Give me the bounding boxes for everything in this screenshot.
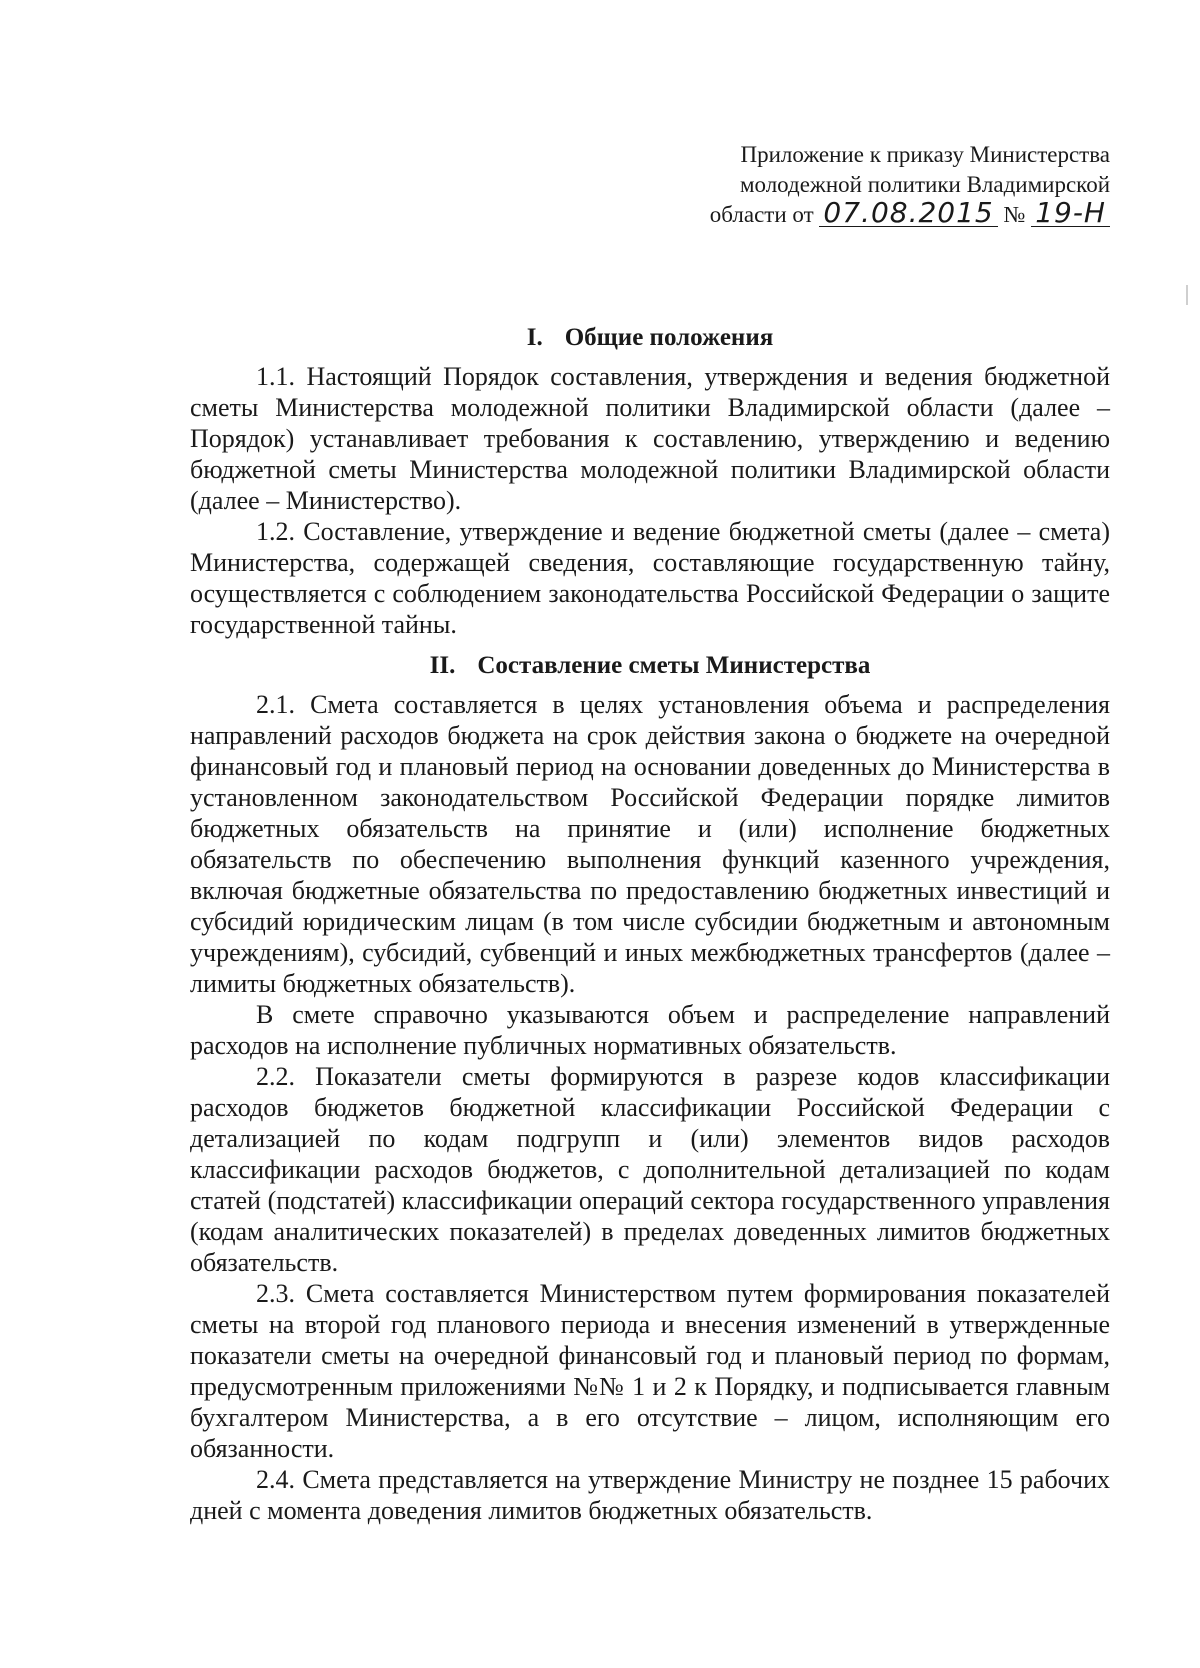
paragraph-1-1: 1.1. Настоящий Порядок составления, утверждения и ведения бюджетной сметы Министерства молодежной политики Владимирской области (далее – Порядок) устанавливает требования к составлению, утверждению и ведению бюджетной сметы Министерства молодежной политики Владимирской области (далее – Министерство).	[190, 362, 1110, 515]
header-number-label: №	[1003, 202, 1026, 227]
header-date-prefix: области от	[709, 202, 814, 227]
order-appendix-header	[640, 140, 1110, 230]
section-2-title	[190, 650, 1110, 681]
header-line-2: молодежной политики Владимирской	[739, 172, 1110, 197]
scan-artifact	[1186, 285, 1188, 305]
paragraph-2-4: 2.4. Смета представляется на утверждение Министру не позднее 15 рабочих дней с момента доведения лимитов бюджетных обязательств.	[190, 1465, 1110, 1525]
section-2-heading: Составление сметы Министерства	[477, 652, 871, 679]
paragraph-2-1: 2.1. Смета составляется в целях установления объема и распределения направлений расходов бюджета на срок действия закона о бюджете на очередной финансовый год и плановый период на основании доведенных до Министерства в установленном законодательством Российской Федерации порядке лимитов бюджетных обязательств на принятие и (или) исполнение бюджетных обязательств по обеспечению выполнения функций казенного учреждения, включая бюджетные обязательства по предоставлению бюджетных инвестиций и субсидий юридическим лицам (в том числе субсидии бюджетным и автономным учреждениям), субсидий, субвенций и иных межбюджетных трансфертов (далее – лимиты бюджетных обязательств).	[190, 690, 1110, 998]
section-2-number: II.	[429, 652, 456, 679]
handwritten-order-number: 19-Н	[1031, 200, 1110, 227]
paragraph-2-2: 2.2. Показатели сметы формируются в разрезе кодов классификации расходов бюджетов бюджетной классификации Российской Федерации с детализацией по кодам подгрупп и (или) элементов видов расходов классификации расходов бюджетов, с дополнительной детализацией по кодам статей (подстатей) классификации операций сектора государственного управления (кодам аналитических показателей) в пределах доведенных лимитов бюджетных обязательств.	[190, 1062, 1110, 1277]
paragraph-2-1-note: В смете справочно указываются объем и распределение направлений расходов на исполнение публичных нормативных обязательств.	[190, 1000, 1110, 1060]
header-line-3	[640, 196, 1110, 230]
section-1-title	[190, 322, 1110, 353]
header-line-1: Приложение к приказу Министерства	[740, 142, 1110, 167]
paragraph-2-3: 2.3. Смета составляется Министерством путем формирования показателей сметы на второй год планового периода и внесения изменений в утвержденные показатели сметы на очередной финансовый год и плановый период по формам, предусмотренным приложениями №№ 1 и 2 к Порядку, и подписывается главным бухгалтером Министерства, а в его отсутствие – лицом, исполняющим его обязанности.	[190, 1279, 1110, 1463]
section-1-number: I.	[526, 324, 543, 351]
handwritten-date: 07.08.2015	[819, 200, 997, 227]
paragraph-1-2: 1.2. Составление, утверждение и ведение бюджетной сметы (далее – смета) Министерства, содержащей сведения, составляющие государственную тайну, осуществляется с соблюдением законодательства Российской Федерации о защите государственной тайны.	[190, 517, 1110, 639]
document-body	[190, 322, 1110, 1526]
section-1-heading: Общие положения	[564, 324, 774, 351]
